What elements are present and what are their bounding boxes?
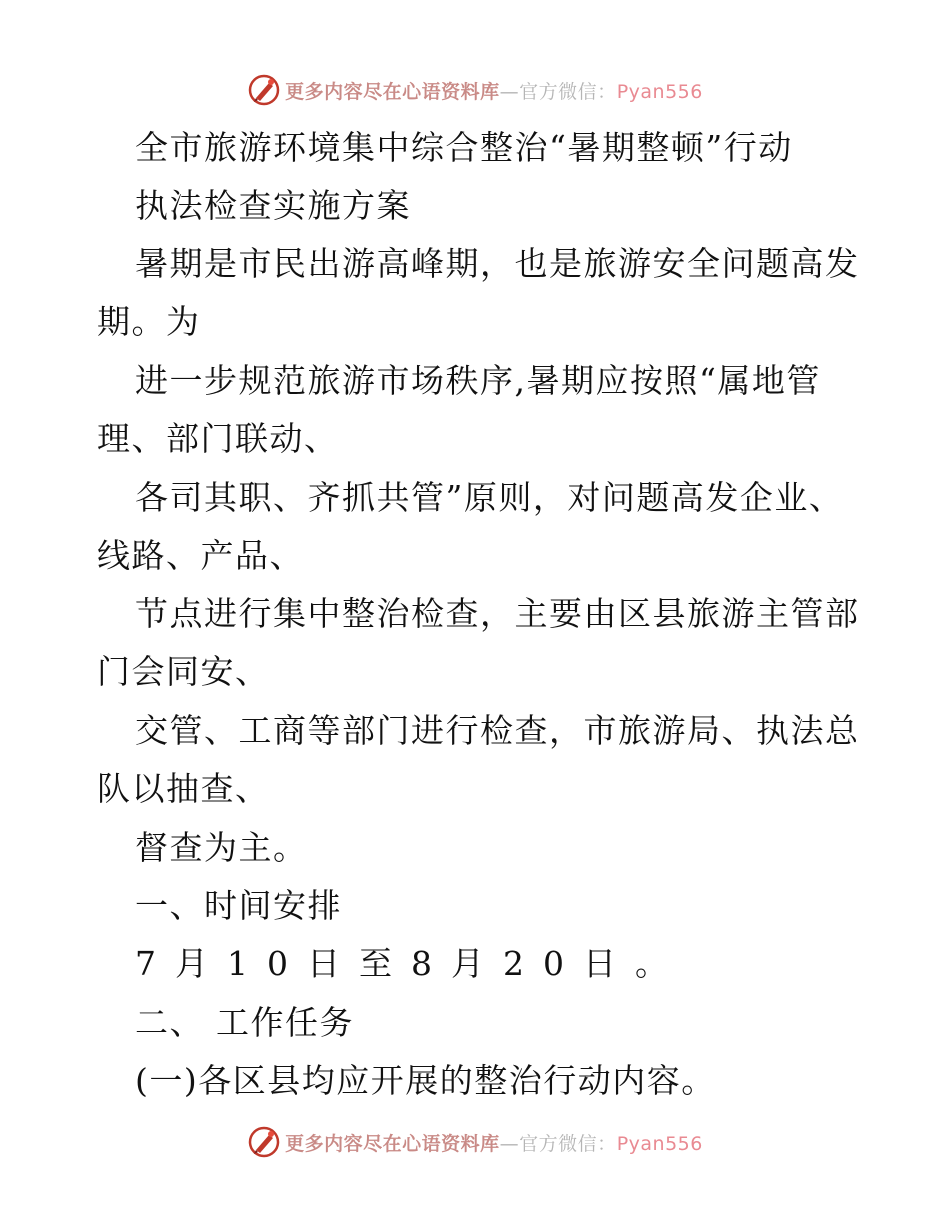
watermark-text xyxy=(285,1129,703,1156)
subsection-heading-1: (一)各区县均应开展的整治行动内容。 xyxy=(135,1061,716,1100)
watermark-wechat-label: 官方微信： xyxy=(519,1132,617,1155)
paragraph-6: 督查为主。 xyxy=(135,828,308,867)
document-title-line-2: 执法检查实施方案 xyxy=(135,186,411,225)
pen-logo-icon xyxy=(247,73,281,107)
watermark-main: 更多内容尽在心语资料库 xyxy=(285,1132,500,1155)
pen-logo-icon xyxy=(247,1125,281,1159)
paragraph-1-line-2: 期。为 xyxy=(97,302,201,341)
watermark-main: 更多内容尽在心语资料库 xyxy=(285,80,500,103)
section-heading-time: 一、时间安排 xyxy=(135,886,342,925)
date-range: 7月10日至8月20日。 xyxy=(135,944,687,983)
watermark-header xyxy=(0,70,950,110)
paragraph-1-line-1: 暑期是市民出游高峰期，也是旅游安全问题高发 xyxy=(135,244,860,283)
paragraph-3-line-1: 各司其职、齐抓共管”原则，对问题高发企业、 xyxy=(135,478,844,517)
paragraph-5-line-1: 交管、工商等部门进行检查，市旅游局、执法总 xyxy=(135,711,860,750)
watermark-footer xyxy=(0,1122,950,1162)
watermark-text xyxy=(285,77,703,104)
paragraph-3-line-2: 线路、产品、 xyxy=(97,536,304,575)
paragraph-4-line-1: 节点进行集中整治检查，主要由区县旅游主管部 xyxy=(135,594,860,633)
paragraph-4-line-2: 门会同安、 xyxy=(97,652,270,691)
section-heading-tasks: 二、 工作任务 xyxy=(135,1003,354,1042)
watermark-dash: — xyxy=(499,1132,520,1155)
watermark-wechat-label: 官方微信： xyxy=(519,80,617,103)
paragraph-5-line-2: 队以抽查、 xyxy=(97,769,270,808)
watermark-dash: — xyxy=(499,80,520,103)
document-title-line-1: 全市旅游环境集中综合整治“暑期整顿”行动 xyxy=(135,128,793,167)
watermark-wechat-id: Pyan556 xyxy=(616,80,703,103)
paragraph-2-line-1: 进一步规范旅游市场秩序,暑期应按照“属地管 xyxy=(135,361,821,400)
watermark-wechat-id: Pyan556 xyxy=(616,1132,703,1155)
paragraph-2-line-2: 理、部门联动、 xyxy=(97,419,339,458)
